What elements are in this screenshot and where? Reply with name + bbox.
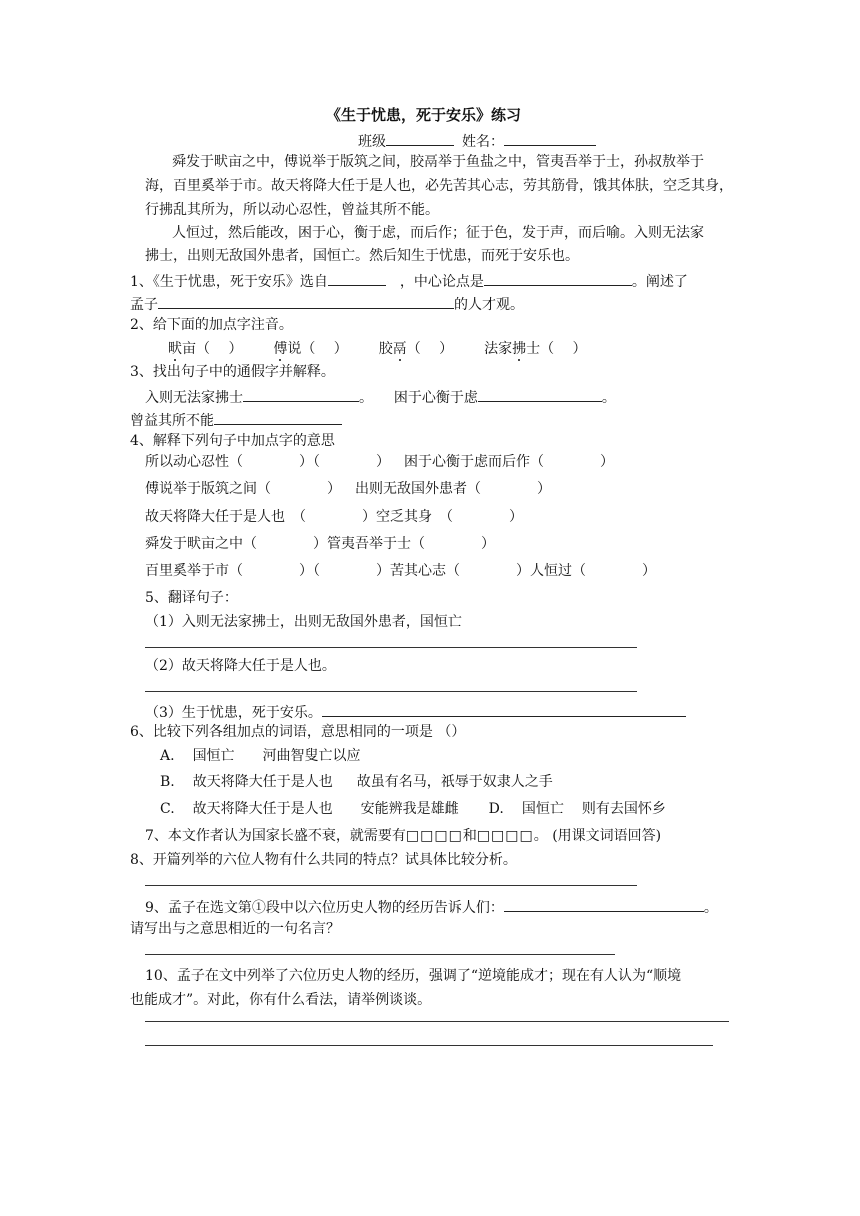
question-9: 9、孟子在选文第①段中以六位历史人物的经历告诉人们： 。 xyxy=(145,895,718,918)
passage-p2-line1: 人恒过，然后能改，困于心，衡于虑，而后作；征于色，发于声，而后喻。入则无法家 xyxy=(172,225,704,241)
question-4-row1: 所以动心忍性（ ）（ ） 困于心衡于虑而后作（ ） xyxy=(145,454,614,470)
q9-blank[interactable] xyxy=(504,895,704,912)
q7-boxes-2[interactable]: □□□□ xyxy=(476,828,534,844)
question-7: 7、本文作者认为国家长盛不衰，就需要有□□□□和□□□□。 (用课文词语回答) xyxy=(145,828,662,844)
name-blank[interactable] xyxy=(504,129,596,146)
q10-answer-line-2[interactable] xyxy=(145,1045,713,1046)
q5-answer-line-2[interactable] xyxy=(145,691,637,692)
question-4-row5: 百里奚举于市（ ）（ ）苦其心志（ ）人恒过（ ） xyxy=(145,563,656,579)
question-5-sentence-1: （1）入则无法家拂士，出则无敌国外患者，国恒亡 xyxy=(145,614,462,630)
question-4-stem: 4、解释下列句子中加点字的意思 xyxy=(130,433,335,449)
q8-answer-line[interactable] xyxy=(145,885,637,886)
q7-boxes-1[interactable]: □□□□ xyxy=(405,828,463,844)
name-label: 姓名： xyxy=(462,134,504,150)
question-1-cont: 孟子 的人才观。 xyxy=(130,292,524,315)
question-1: 1、《生于忧患，死于安乐》选自 ，中心论点是 。阐述了 xyxy=(130,269,688,292)
q3-blank-1[interactable] xyxy=(243,385,359,402)
q5-answer-line-1[interactable] xyxy=(145,647,637,648)
q1-view-blank[interactable] xyxy=(158,292,454,309)
q10-answer-line-1[interactable] xyxy=(145,1021,729,1022)
class-blank[interactable] xyxy=(386,129,454,146)
question-6-option-b: B. 故天将降大任于是人也 故虽有名马，祇辱于奴隶人之手 xyxy=(160,774,553,790)
q1-thesis-blank[interactable] xyxy=(484,269,632,286)
question-5-stem: 5、翻译句子： xyxy=(145,590,238,606)
question-9-cont: 请写出与之意思相近的一句名言？ xyxy=(130,921,340,937)
q3-blank-2[interactable] xyxy=(478,385,602,402)
question-5-sentence-3: （3）生于忧患，死于安乐。 xyxy=(145,700,686,723)
passage-p1-line2: 海，百里奚举于市。故天将降大任于是人也，必先苦其心志，劳其筋骨，饿其体肤，空乏其身， xyxy=(145,178,733,194)
class-label: 班级 xyxy=(358,134,386,150)
q5-answer-line-3[interactable] xyxy=(322,700,686,717)
passage-p2-line2: 拂士，出则无敌国外患者，国恒亡。然后知生于忧患，而死于安乐也。 xyxy=(145,248,579,264)
question-2-stem: 2、给下面的加点字注音。 xyxy=(130,317,293,333)
question-3-line1: 入则无法家拂士 。 困于心衡于虑 。 xyxy=(145,385,616,408)
question-3-line2: 曾益其所不能 xyxy=(130,408,342,431)
q3-blank-3[interactable] xyxy=(214,408,342,425)
q1-source-blank[interactable] xyxy=(328,269,386,286)
question-3-stem: 3、找出句子中的通假字并解释。 xyxy=(130,364,335,380)
question-6-stem: 6、比较下列各组加点的词语，意思相同的一项是 （） xyxy=(130,724,466,740)
question-2-items: 畎亩（ ） 傅说（ ） 胶鬲（ ） 法家拂士（ ） xyxy=(168,341,587,357)
passage-p1-line1: 舜发于畎亩之中，傅说举于版筑之间，胶鬲举于鱼盐之中，管夷吾举于士，孙叔敖举于 xyxy=(172,154,704,170)
question-8: 8、开篇列举的六位人物有什么共同的特点？试具体比较分析。 xyxy=(130,852,517,868)
page-title: 《生于忧患，死于安乐》练习 xyxy=(326,106,522,124)
question-4-row2: 傅说举于版筑之间（ ） 出则无敌国外患者（ ） xyxy=(145,481,551,497)
question-6-option-a: A. 国恒亡 河曲智叟亡以应 xyxy=(160,748,361,764)
q9-answer-line[interactable] xyxy=(145,954,615,955)
passage-p1-line3: 行拂乱其所为，所以动心忍性，曾益其所不能。 xyxy=(145,202,439,218)
question-4-row3: 故天将降大任于是人也 （ ）空乏其身 （ ） xyxy=(145,509,523,525)
question-10-line2: 也能成才”。对此，你有什么看法，请举例谈谈。 xyxy=(130,992,432,1008)
question-4-row4: 舜发于畎亩之中（ ）管夷吾举于士（ ） xyxy=(145,536,495,552)
question-5-sentence-2: （2）故天将降大任于是人也。 xyxy=(145,658,336,674)
question-10-line1: 10、孟子在文中列举了六位历史人物的经历，强调了“逆境能成才；现在有人认为“顺境 xyxy=(145,968,682,984)
question-6-option-cd: C. 故天将降大任于是人也 安能辨我是雄雌 D. 国恒亡 则有去国怀乡 xyxy=(160,801,666,817)
student-info-line xyxy=(358,129,596,152)
